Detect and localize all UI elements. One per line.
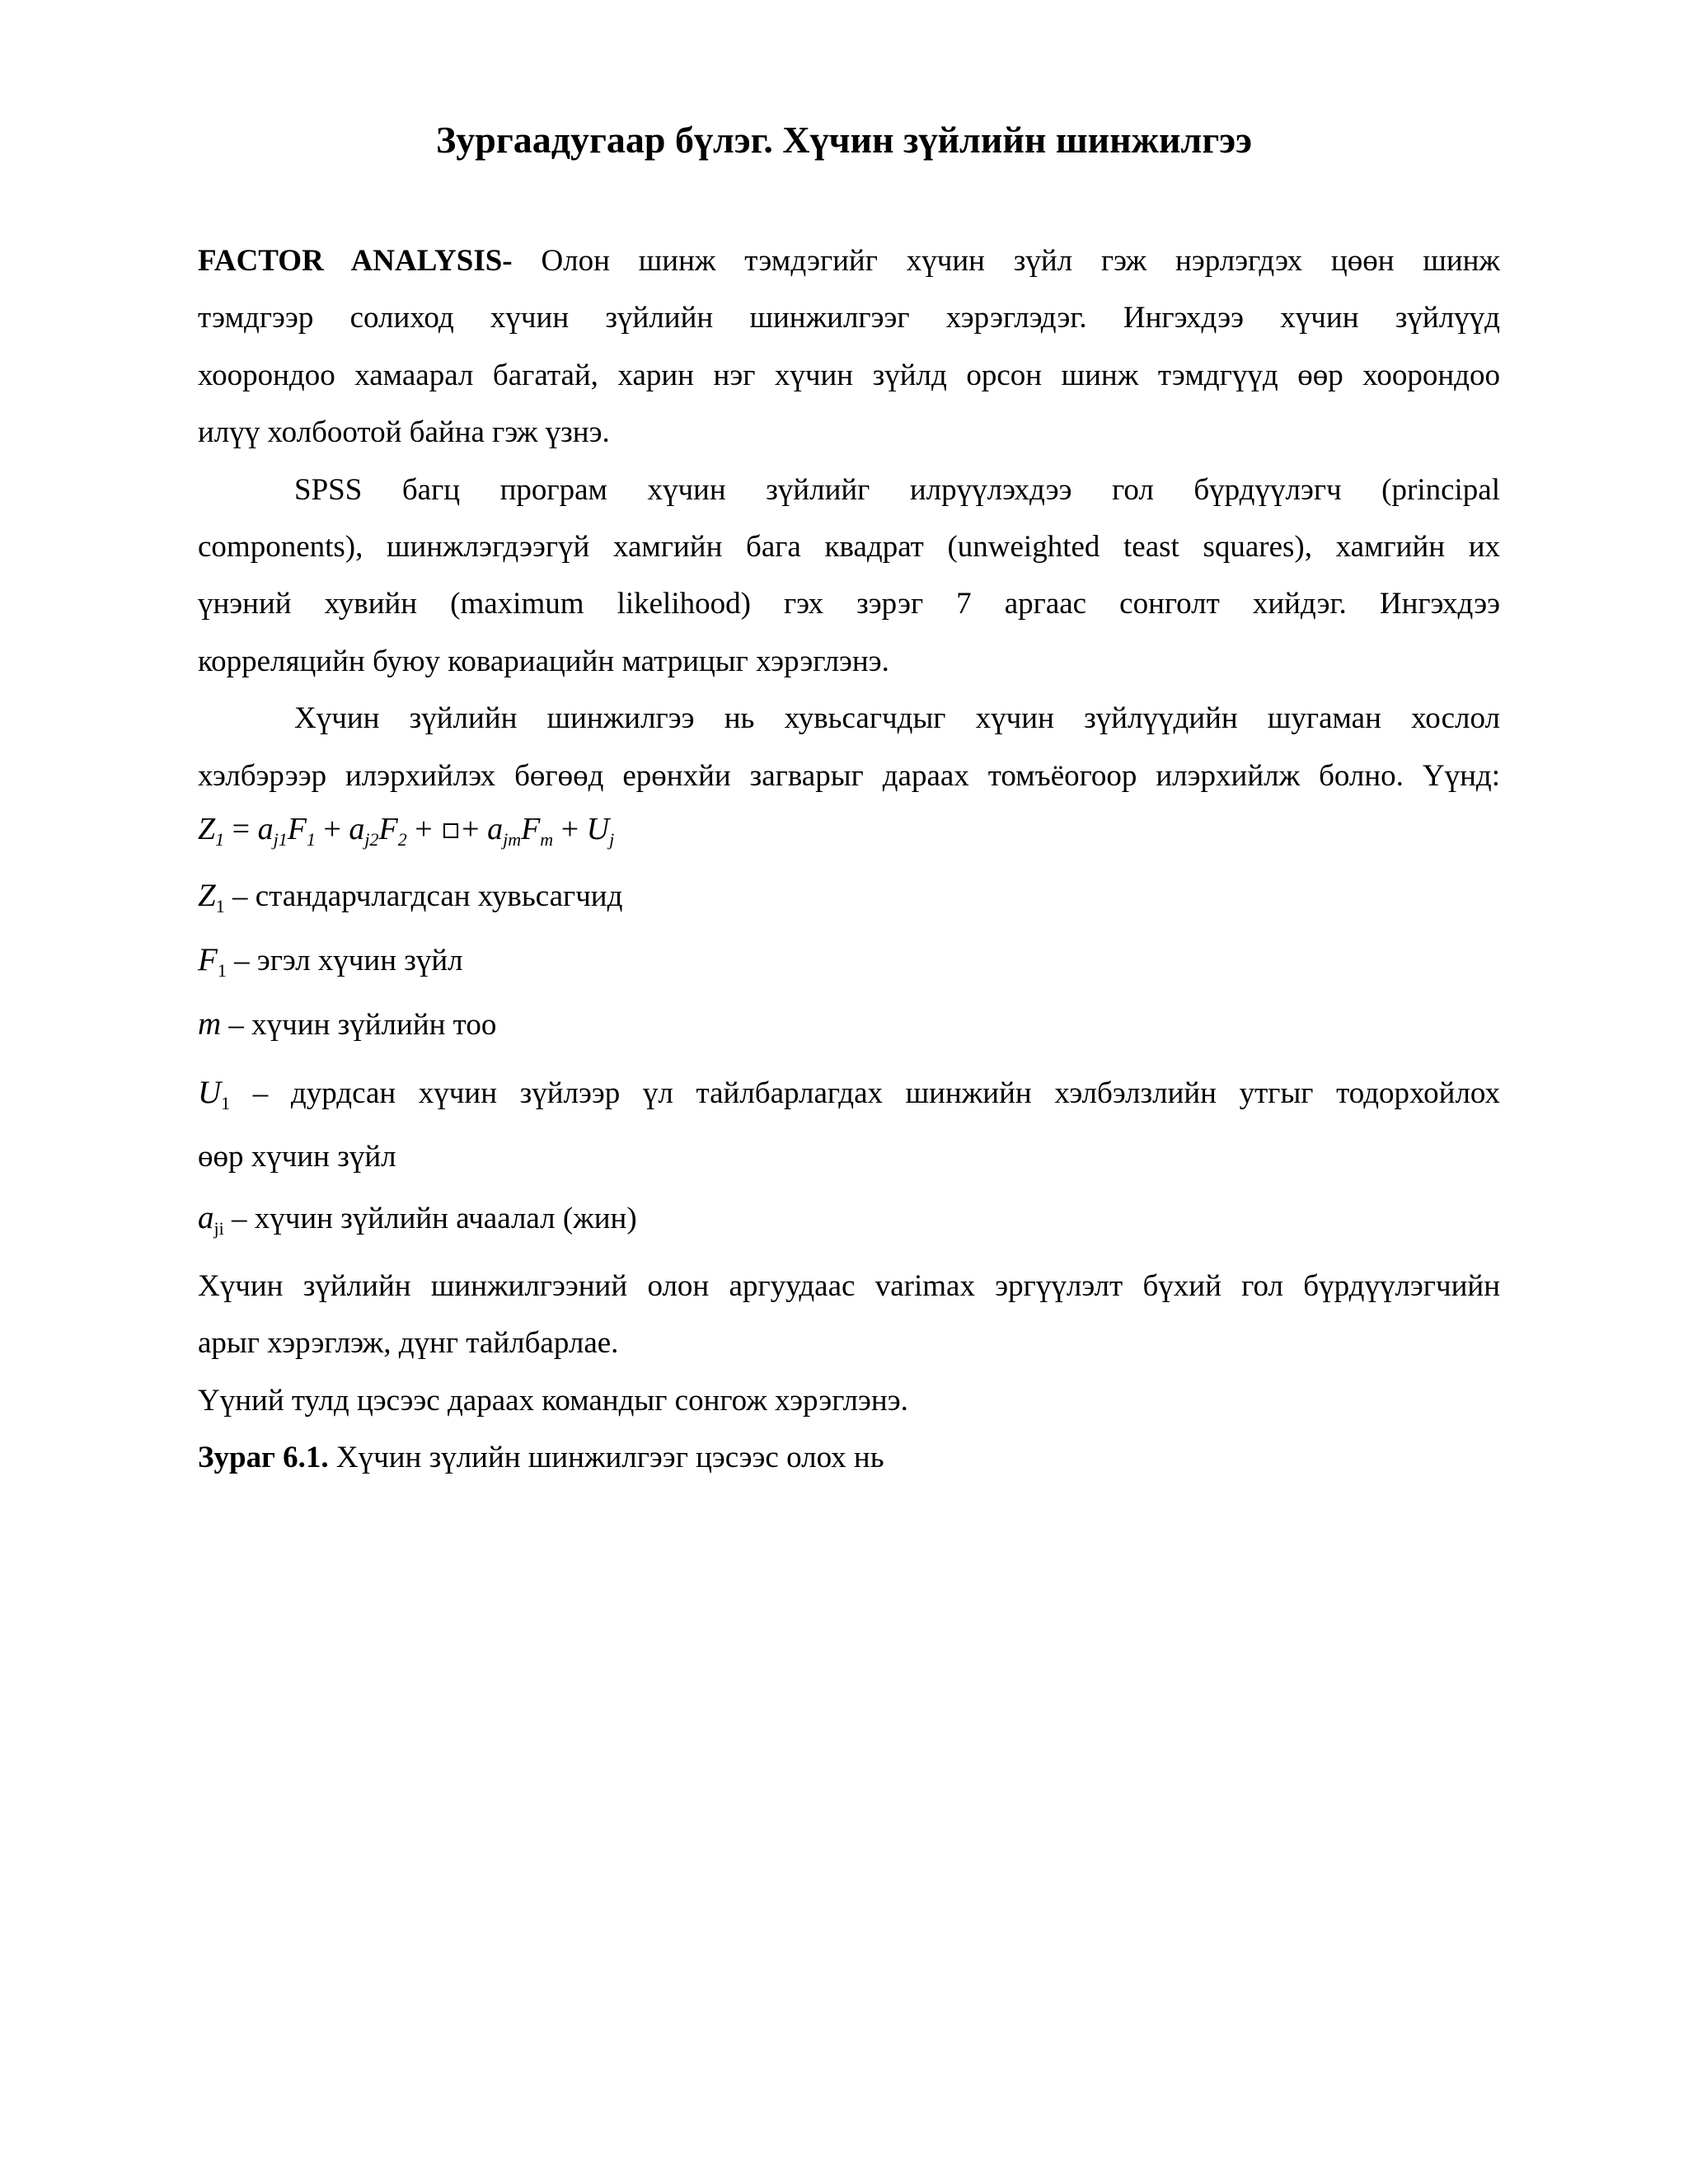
text-line: үнэний хувийн (maximum likelihood) гэх зэрэг 7 аргаас сонголт хийдэг. Ингэхдээ [198,587,1500,621]
definition-a: $a_{ji}$ – хүчин зүйлийн ачаалал (жин) [198,1200,637,1240]
text-line: корреляцийн буюу ковариацийн матрицыг хэрэглэнэ. [198,644,889,678]
text-line: Хүчин зүйлийн шинжилгээ нь хувьсагчдыг хүчин зүйлүүдийн шугаман хослол [294,701,1500,736]
ellipsis-placeholder-box [443,823,458,838]
document-body [198,232,1500,1486]
text-line: Хүчин зүйлийн шинжилгээний олон аргуудаас varimax эргүүлэлт бүхий гол бүрдүүлэгчийн [198,1269,1500,1304]
text-line: components), шинжлэгдээгүй хамгийн бага квадрат (unweighted teast squares), хамгийн их [198,530,1500,565]
chapter-title: Зургаадугаар бүлэг. Хүчин зүйлийн шинжилгээ [435,119,1252,161]
text-line: хоорондоо хамаарал багатай, харин нэг хүчин зүйлд орсон шинж тэмдгүүд өөр хоорондоо [198,358,1500,392]
definition-m: m – хүчин зүйлийн тоо [198,1006,497,1043]
text-line: илүү холбоотой байна гэж үзнэ. [198,415,610,450]
factor-model-formula: $Z_1 = a_{j1}F_1 + a_{j2}F_2$ + + $a_{jm}F_m + U_j$ [198,812,615,851]
definition-z: $Z_1$ – стандарчлагдсан хувьсагчид [198,878,623,917]
figure-caption [198,1429,1500,1486]
paragraph-menu-instruction: Үүний тулд цэсээс дараах командыг сонгож хэрэглэнэ. [198,1383,908,1418]
text-line: арыг хэрэглэж, дүнг тайлбарлае. [198,1326,619,1361]
figure-label: Зураг 6.1. [198,1440,329,1474]
paragraph-factor-analysis [198,232,1500,462]
text-line: SPSS багц програм хүчин зүйлийг илрүүлэхдээ гол бүрдүүлэгч (principal [294,472,1500,507]
definition-u: $U_1$ – дурдсан хүчин зүйлээр үл тайлбарлагдах шинжийн хэлбэлзлийн утгыг тодорхойлох [198,1075,1500,1114]
paragraph-varimax [198,1258,1500,1372]
lead-term: FACTOR ANALYSIS- [198,244,513,278]
text-line: тэмдгээр солиход хүчин зүйлийн шинжилгээг хэрэглэдэг. Ингэхдээ хүчин зүйлүүд [198,301,1500,335]
figure-caption-text: Хүчин зүлийн шинжилгээг цэсээс олох нь [328,1440,884,1474]
text-line: хэлбэрээр илэрхийлэх бөгөөд ерөнхйи загварыг дараах томъёогоор илэрхийлж болно. Үүнд: [198,758,1500,793]
definition-f: $F_1$ – эгэл хүчин зүйл [198,942,463,982]
paragraph-spss-methods [198,462,1500,691]
text-line: Олон шинж тэмдэгийг хүчин зүйл гэж нэрлэгдэх цөөн шинж [512,244,1500,278]
paragraph-model-intro [198,690,1500,804]
definition-u-continued: өөр хүчин зүйл [198,1140,396,1174]
